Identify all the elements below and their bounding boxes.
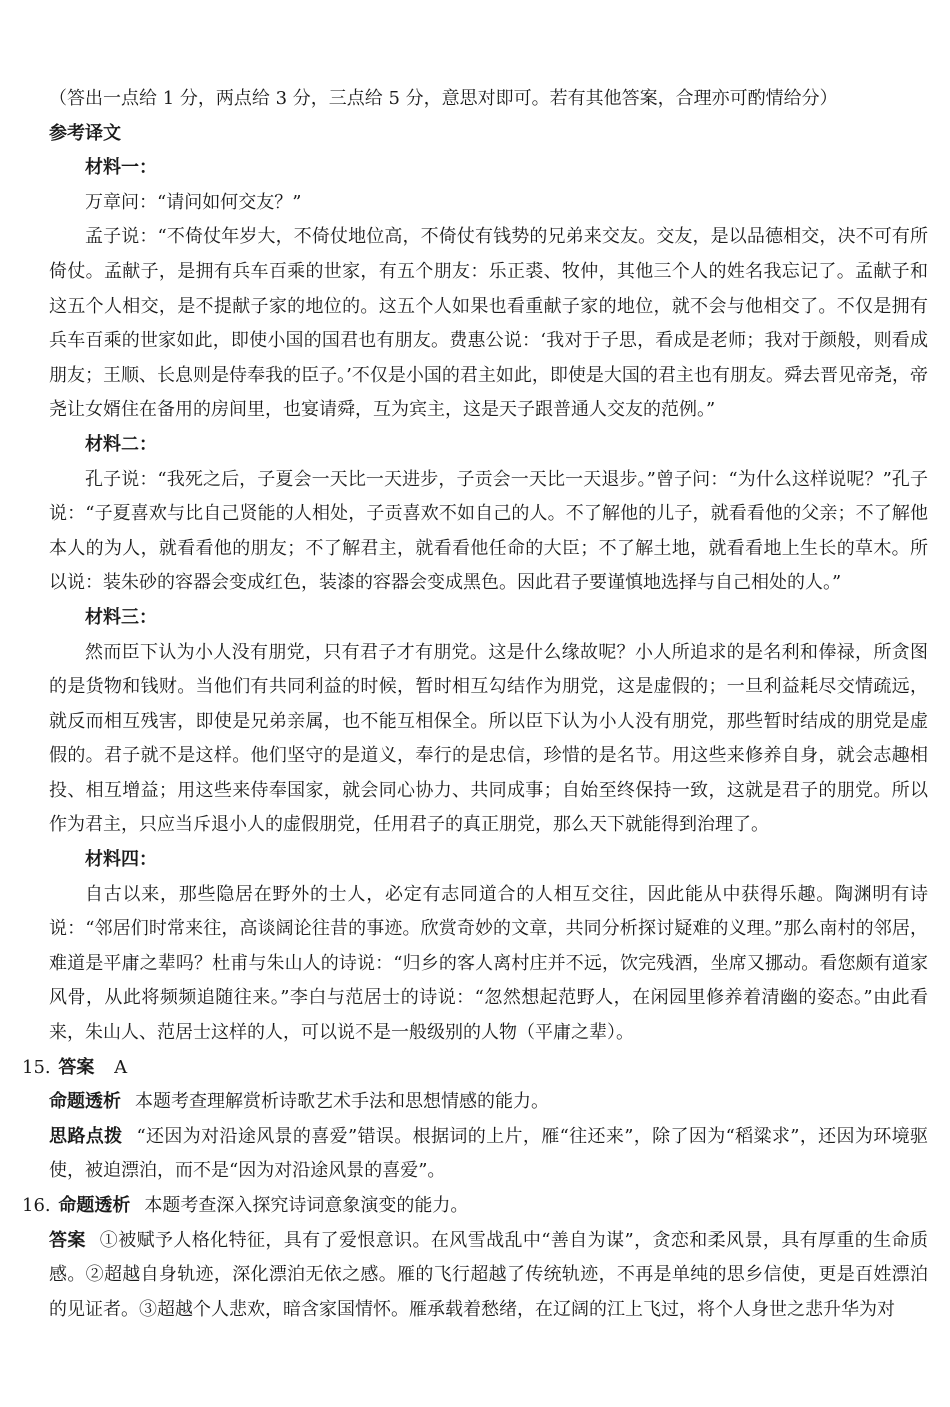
material-1-para-1: 万章问：“请问如何交友？” — [85, 191, 302, 213]
material-2-para-1: 孔子说：“我死之后，子夏会一天比一天进步，子贡会一天比一天退步。”曾子问：“为什么这样说呢？”孔子说：“子夏喜欢与比自己贤能的人相处，子贡喜欢不如自己的人。不了解他的儿子，就看看他的父亲；不了解他本人的为人，就看看他的朋友；不了解君主，就看看他任命的大臣；不了解土地，就看看地上生长的草木。所以说：装朱砂的容器会变成红色，装漆的容器会变成黑色。因此君子要谨慎地选择与自己相处的人。” — [49, 468, 928, 594]
material-1-para-2: 孟子说：“不倚仗年岁大，不倚仗地位高，不倚仗有钱势的兄弟来交友。交友，是以品德相交，决不可有所倚仗。孟献子，是拥有兵车百乘的世家，有五个朋友：乐正裘、牧仲，其他三个人的姓名我忘记了。孟献子和这五个人相交，是不提献子家的地位的。这五个人如果也看重献子家的地位，就不会与他相交了。不仅是拥有兵车百乘的世家如此，即使小国的国君也有朋友。费惠公说：‘我对于子思，看成是老师；我对于颜般，则看成朋友；王顺、长息则是侍奉我的臣子。’不仅是小国的君主如此，即使是大国的君主也有朋友。舜去晋见帝尧，帝尧让女婿住在备用的房间里，也宴请舜，互为宾主，这是天子跟普通人交友的范例。” — [49, 226, 928, 421]
question-15-hint-text: “还因为对沿途风景的喜爱”错误。根据词的上片，雁“往还来”，除了因为“稻粱求”，还因为环境驱使，被迫漂泊，而不是“因为对沿途风景的喜爱”。 — [49, 1125, 928, 1182]
question-15-hint — [22, 1120, 928, 1189]
question-16-analysis-label: 命题透析 — [58, 1195, 131, 1216]
question-15-answer-line — [22, 1051, 928, 1086]
material-2-title: 材料二： — [85, 433, 157, 455]
material-4-para-1: 自古以来，那些隐居在野外的士人，必定有志同道合的人相互交往，因此能从中获得乐趣。陶渊明有诗说：“邻居们时常来往，高谈阔论往昔的事迹。欣赏奇妙的文章，共同分析探讨疑难的义理。”那么南村的邻居，难道是平庸之辈吗？杜甫与朱山人的诗说：“归乡的客人离村庄并不远，饮完残酒，坐席又挪动。看您颇有道家风骨，从此将频频追随往来。”李白与范居士的诗说：“忽然想起范野人，在闲园里修养着清幽的姿态。”由此看来，朱山人、范居士这样的人，可以说不是一般级别的人物（平庸之辈）。 — [49, 883, 928, 1044]
question-15-answer-label: 答案 — [58, 1056, 95, 1078]
material-1-title: 材料一： — [85, 157, 157, 179]
question-15-number: 15. — [22, 1056, 51, 1078]
question-15-analysis-label: 命题透析 — [49, 1091, 121, 1113]
question-15-analysis — [22, 1085, 928, 1120]
question-16-answer-label: 答案 — [49, 1229, 86, 1251]
question-16-number: 16. — [22, 1195, 51, 1216]
question-16-answer-text: ①被赋予人格化特征，具有了爱恨意识。在风雪战乱中“善自为谋”，贪恋和柔风景，具有厚重的生命质感。②超越自身轨迹，深化漂泊无依之感。雁的飞行超越了传统轨迹，不再是单纯的思乡信使，更是百姓漂泊的见证者。③超越个人悲欢，暗含家国情怀。雁承载着愁绪，在辽阔的江上飞过，将个人身世之悲升华为对 — [49, 1229, 928, 1320]
translation-heading: 参考译文 — [49, 122, 121, 144]
question-16-answer — [22, 1224, 928, 1328]
material-4-title: 材料四： — [85, 849, 157, 871]
scoring-note: （答出一点给 1 分，两点给 3 分，三点给 5 分，意思对即可。若有其他答案，合理亦可酌情给分） — [49, 88, 838, 109]
material-3-para-1: 然而臣下认为小人没有朋党，只有君子才有朋党。这是什么缘故呢？小人所追求的是名利和俸禄，所贪图的是货物和钱财。当他们有共同利益的时候，暂时相互勾结作为朋党，这是虚假的；一旦利益耗尽交情疏远，就反而相互残害，即使是兄弟亲属，也不能互相保全。所以臣下认为小人没有朋党，那些暂时结成的朋党是虚假的。君子就不是这样。他们坚守的是道义，奉行的是忠信，珍惜的是名节。用这些来修养自身，就会志趣相投、相互增益；用这些来侍奉国家，就会同心协力、共同成事；自始至终保持一致，这就是君子的朋党。所以作为君主，只应当斥退小人的虚假朋党，任用君子的真正朋党，那么天下就能得到治理了。 — [49, 641, 928, 836]
question-16-analysis-text: 本题考查深入探究诗词意象演变的能力。 — [144, 1195, 469, 1216]
question-16-analysis — [22, 1189, 928, 1224]
question-15-answer: A — [114, 1056, 128, 1078]
question-15-hint-label: 思路点拨 — [49, 1125, 123, 1147]
question-15-analysis-text: 本题考查理解赏析诗歌艺术手法和思想情感的能力。 — [135, 1091, 549, 1113]
material-3-title: 材料三： — [85, 606, 157, 628]
